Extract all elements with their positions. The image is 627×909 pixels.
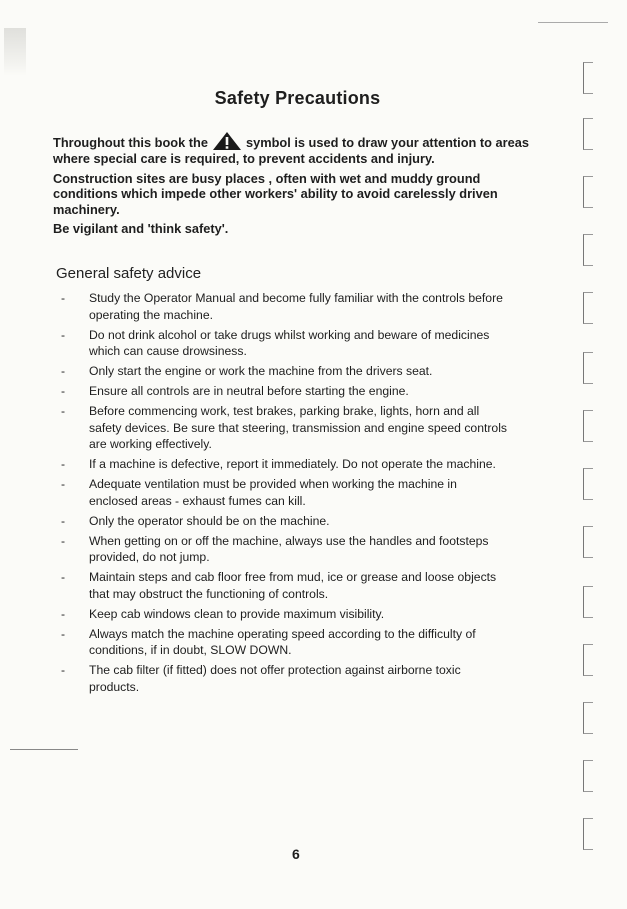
intro-line1-before: Throughout this book the (53, 135, 208, 150)
index-tab-mark (583, 352, 593, 384)
page-number: 6 (292, 846, 300, 862)
index-tab-mark (583, 234, 593, 266)
list-item-text: When getting on or off the machine, always use the handles and footsteps provided, do not jump. (89, 533, 489, 564)
intro-paragraph-3: Be vigilant and 'think safety'. (53, 221, 229, 236)
list-item (58, 476, 508, 509)
bullet: - (60, 291, 66, 305)
bullet: - (60, 477, 66, 491)
intro-line1-after: symbol is used to draw your attention to areas where special care is required, to prevent accidents and injury. (53, 135, 529, 166)
index-tab-mark (583, 702, 593, 734)
bullet: - (60, 513, 66, 528)
advice-list (58, 290, 508, 699)
index-tab-mark (583, 586, 593, 618)
top-rule (538, 22, 608, 23)
index-tab-mark (583, 62, 593, 94)
footnote-rule (10, 749, 78, 750)
list-item-text: Only start the engine or work the machine from the drivers seat. (89, 364, 433, 378)
bullet: - (60, 570, 66, 584)
list-item (58, 363, 508, 380)
list-item (58, 513, 508, 530)
list-item (58, 662, 508, 695)
intro-paragraph-2: Construction sites are busy places , often with wet and muddy ground conditions which impede other workers' ability to avoid carelessly driven machinery. (53, 170, 498, 217)
list-item (58, 456, 508, 473)
bullet: - (60, 663, 66, 677)
list-item (58, 533, 508, 566)
index-tab-mark (583, 526, 593, 558)
bullet: - (60, 404, 66, 418)
list-item (58, 383, 508, 400)
warning-triangle-icon (212, 131, 242, 151)
index-tab-mark (583, 468, 593, 500)
bullet: - (60, 327, 66, 342)
index-tab-mark (583, 292, 593, 324)
page-title: Safety Precautions (214, 88, 381, 108)
bullet: - (60, 606, 66, 621)
list-item-text: Maintain steps and cab floor free from mud, ice or grease and loose objects that may obstruct the functioning of controls. (89, 570, 497, 601)
list-item-text: Always match the machine operating speed according to the difficulty of conditions, if in doubt, SLOW DOWN. (89, 626, 476, 657)
list-item (58, 606, 508, 623)
list-item-text: The cab filter (if fitted) does not offer protection against airborne toxic products. (89, 663, 461, 694)
list-item (58, 626, 508, 659)
index-tab-mark (583, 644, 593, 676)
scan-smudge (4, 28, 26, 76)
index-tab-mark (583, 760, 593, 792)
bullet: - (60, 457, 66, 471)
list-item-text: Do not drink alcohol or take drugs whilst working and beware of medicines which can cause drowsiness. (89, 327, 490, 358)
index-tab-mark (583, 818, 593, 850)
list-item-text: Study the Operator Manual and become fully familiar with the controls before operating the machine. (89, 291, 503, 322)
list-item (58, 327, 508, 360)
list-item-text: Before commencing work, test brakes, parking brake, lights, horn and all safety devices. Be sure that steering, transmission and engine speed controls are working effectively. (89, 404, 507, 451)
intro-paragraph-1 (53, 131, 543, 167)
list-item (58, 290, 508, 323)
list-item-text: Ensure all controls are in neutral before starting the engine. (89, 384, 409, 398)
list-item-text: Adequate ventilation must be provided when working the machine in enclosed areas - exhaust fumes can kill. (89, 477, 457, 508)
index-tab-mark (583, 410, 593, 442)
list-item (58, 569, 508, 602)
list-item-text: Only the operator should be on the machine. (89, 513, 330, 528)
bullet: - (60, 384, 66, 398)
bullet: - (60, 533, 66, 548)
list-item-text: Keep cab windows clean to provide maximum visibility. (89, 606, 385, 621)
list-item-text: If a machine is defective, report it immediately. Do not operate the machine. (89, 457, 496, 471)
list-item (58, 403, 508, 453)
section-heading: General safety advice (56, 265, 202, 282)
intro-text (53, 131, 543, 241)
index-tab-mark (583, 118, 593, 150)
bullet: - (60, 364, 66, 378)
bullet: - (60, 626, 66, 641)
index-tab-mark (583, 176, 593, 208)
